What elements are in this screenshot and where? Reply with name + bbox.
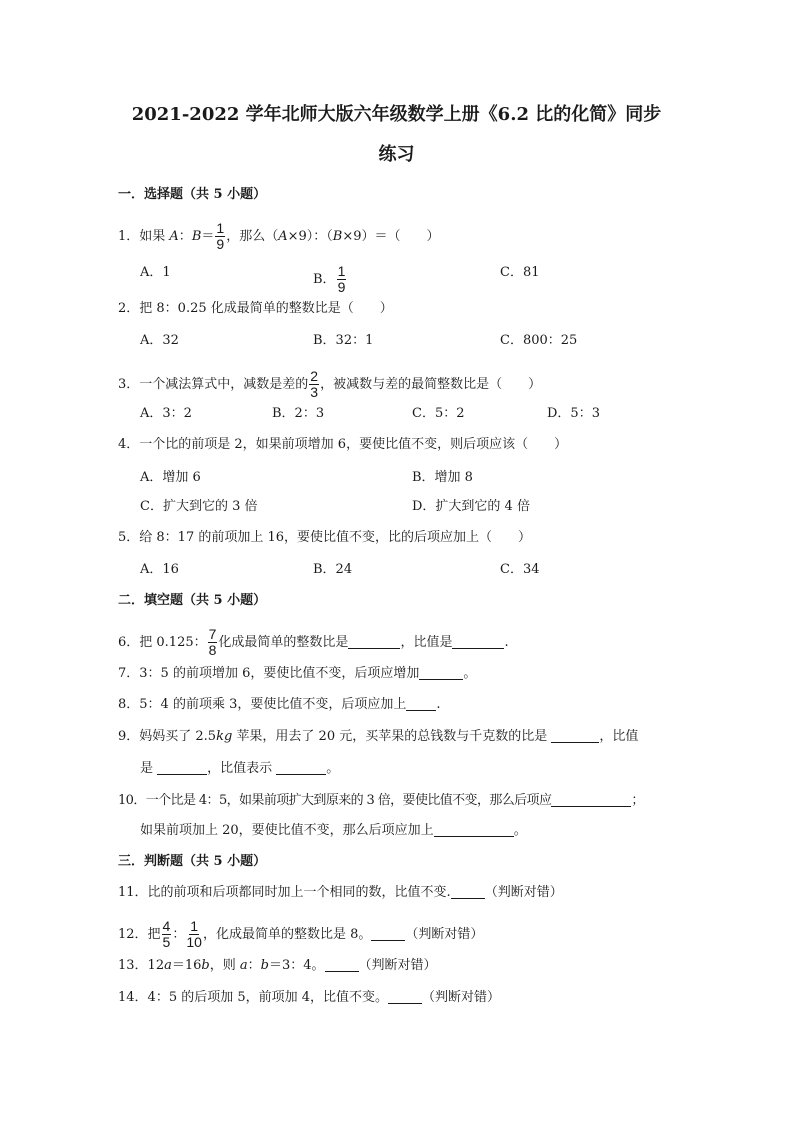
numerator: 1 bbox=[190, 918, 199, 934]
unit: kg bbox=[216, 729, 233, 744]
question-10-cont bbox=[140, 822, 527, 840]
q3-option-c: C．5：2 bbox=[412, 406, 465, 421]
q7-text: 。 bbox=[463, 666, 477, 681]
q5-option-a: A．16 bbox=[140, 562, 179, 577]
q7-text: 7．3：5 的前项增加 6，要使比值不变，后项应增加 bbox=[118, 666, 420, 681]
question-8 bbox=[118, 696, 441, 714]
q10-text: 10．一个比是 4：5，如果前项扩大到原来的 3 倍，要使比值不变，那么后项应 bbox=[118, 793, 552, 808]
numerator: 4 bbox=[162, 918, 171, 934]
var: B bbox=[191, 229, 202, 244]
q13-text: ，则 bbox=[209, 958, 240, 973]
q3-option-a: A．3：2 bbox=[140, 406, 192, 421]
question-6 bbox=[118, 627, 509, 658]
fraction bbox=[186, 919, 202, 950]
q5-option-b: B．24 bbox=[313, 562, 353, 577]
q12-text: （判断对错） bbox=[405, 927, 484, 942]
q13-text: ： bbox=[247, 958, 261, 973]
q13-text: 13．12 bbox=[118, 958, 165, 973]
q3-option-b: B．2：3 bbox=[272, 406, 325, 421]
denominator: 9 bbox=[216, 236, 225, 252]
q12-text: ： bbox=[172, 927, 186, 942]
q14-text: 14．4：5 的后项加 5，前项加 4，比值不变。 bbox=[118, 990, 389, 1005]
q2-option-c: C．800：25 bbox=[500, 333, 578, 348]
q13-text: （判断对错） bbox=[358, 958, 437, 973]
answer-blank[interactable] bbox=[406, 696, 436, 711]
q2-option-a: A．32 bbox=[140, 333, 179, 348]
answer-blank[interactable] bbox=[452, 634, 504, 649]
q1-text: ×9）＝（ ） bbox=[342, 229, 440, 244]
var: A bbox=[169, 229, 179, 244]
var: b bbox=[260, 958, 269, 973]
denominator: 9 bbox=[337, 279, 346, 295]
answer-blank[interactable] bbox=[551, 728, 599, 743]
q8-text: 8．5：4 的前项乘 3，要使比值不变，后项应加上 bbox=[118, 697, 407, 712]
q9-text: 9．妈妈买了 2.5 bbox=[118, 729, 217, 744]
q6-text: 6．把 0.125： bbox=[118, 635, 207, 650]
fraction bbox=[208, 627, 218, 658]
q6-text: . bbox=[504, 635, 509, 650]
q9-text: 。 bbox=[326, 761, 340, 776]
answer-blank[interactable] bbox=[388, 989, 422, 1004]
numerator: 2 bbox=[310, 368, 319, 384]
q3-text: ，被减数与差的最简整数比是（ ） bbox=[320, 377, 542, 392]
q9-text: ，比值 bbox=[599, 729, 639, 744]
q2-option-b: B．32：1 bbox=[313, 333, 374, 348]
q13-text: ＝3：4。 bbox=[268, 958, 325, 973]
q1-option-b bbox=[313, 264, 347, 295]
q3-text: 3．一个减法算式中，减数是差的 bbox=[118, 377, 309, 392]
question-5: 5．给 8：17 的前项加上 16，要使比值不变，比的后项应加上（ ） bbox=[118, 530, 532, 545]
section-heading-fill: 二．填空题（共 5 小题） bbox=[118, 593, 267, 608]
fraction bbox=[162, 919, 172, 950]
q4-option-b: B．增加 8 bbox=[412, 470, 473, 485]
denominator: 10 bbox=[186, 934, 202, 950]
answer-blank[interactable] bbox=[325, 957, 359, 972]
numerator: 1 bbox=[337, 263, 346, 279]
q10-text: 。 bbox=[513, 823, 527, 838]
q1-text: ＝ bbox=[201, 229, 215, 244]
denominator: 3 bbox=[310, 384, 319, 400]
option-label: B． bbox=[313, 272, 336, 287]
section-heading-choice: 一．选择题（共 5 小题） bbox=[118, 187, 267, 202]
q1-option-c: C．81 bbox=[500, 265, 540, 280]
answer-blank[interactable] bbox=[157, 760, 207, 775]
q1-option-a: A．1 bbox=[140, 265, 171, 280]
answer-blank[interactable] bbox=[434, 822, 514, 837]
question-9-cont bbox=[140, 760, 339, 778]
question-7 bbox=[118, 665, 476, 683]
answer-blank[interactable] bbox=[551, 792, 631, 807]
q11-text: （判断对错） bbox=[484, 885, 563, 900]
var: B bbox=[332, 229, 343, 244]
denominator: 5 bbox=[162, 934, 171, 950]
q11-text: 11．比的前项和后项都同时加上一个相同的数，比值不变. bbox=[118, 885, 451, 900]
document-title-line1: 2021-2022 学年北师大版六年级数学上册《6.2 比的化简》同步 bbox=[131, 104, 662, 125]
answer-blank[interactable] bbox=[451, 884, 485, 899]
fraction bbox=[215, 221, 225, 252]
q14-text: （判断对错） bbox=[422, 990, 501, 1005]
numerator: 1 bbox=[216, 220, 225, 236]
q10-text: ； bbox=[631, 793, 644, 808]
q8-text: . bbox=[436, 697, 441, 712]
question-10 bbox=[118, 792, 644, 810]
q1-text: ： bbox=[178, 229, 192, 244]
q10-text: 如果前项加上 20，要使比值不变，那么后项应加上 bbox=[140, 823, 434, 838]
section-heading-judge: 三．判断题（共 5 小题） bbox=[118, 854, 267, 869]
document-title-line2: 练习 bbox=[378, 144, 415, 165]
var: a bbox=[164, 958, 172, 973]
fraction bbox=[309, 369, 319, 400]
question-14 bbox=[118, 989, 500, 1007]
q1-text: ×9）：（ bbox=[287, 229, 333, 244]
q1-text: 1．如果 bbox=[118, 229, 170, 244]
denominator: 8 bbox=[208, 642, 217, 658]
q12-text: 12．把 bbox=[118, 927, 161, 942]
question-9 bbox=[118, 728, 638, 746]
var: b bbox=[201, 958, 210, 973]
q4-option-c: C．扩大到它的 3 倍 bbox=[140, 499, 258, 514]
q9-text: ，比值表示 bbox=[207, 761, 277, 776]
fraction bbox=[337, 264, 347, 295]
question-13 bbox=[118, 957, 437, 975]
answer-blank[interactable] bbox=[276, 760, 326, 775]
question-2: 2．把 8：0.25 化成最简单的整数比是（ ） bbox=[118, 301, 393, 316]
question-11 bbox=[118, 884, 563, 902]
question-12 bbox=[118, 919, 483, 950]
q4-option-d: D．扩大到它的 4 倍 bbox=[412, 499, 530, 514]
answer-blank[interactable] bbox=[419, 665, 463, 680]
var: A bbox=[278, 229, 288, 244]
q13-text: ＝16 bbox=[171, 958, 202, 973]
q1-text: ，那么（ bbox=[226, 229, 279, 244]
answer-blank[interactable] bbox=[371, 926, 405, 941]
answer-blank[interactable] bbox=[348, 634, 400, 649]
q4-option-a: A．增加 6 bbox=[140, 470, 201, 485]
q6-text: 化成最简单的整数比是 bbox=[218, 635, 349, 650]
question-4: 4．一个比的前项是 2，如果前项增加 6，要使比值不变，则后项应该（ ） bbox=[118, 437, 568, 452]
q6-text: ，比值是 bbox=[400, 635, 453, 650]
q3-option-d: D．5：3 bbox=[547, 406, 600, 421]
q12-text: ，化成最简单的整数比是 8。 bbox=[202, 927, 372, 942]
q5-option-c: C．34 bbox=[500, 562, 540, 577]
numerator: 7 bbox=[208, 626, 217, 642]
var: a bbox=[239, 958, 248, 973]
question-3 bbox=[118, 369, 541, 400]
question-1 bbox=[118, 221, 440, 252]
q9-text: 是 bbox=[140, 761, 158, 776]
q9-text: 苹果，用去了 20 元，买苹果的总钱数与千克数的比是 bbox=[232, 729, 552, 744]
